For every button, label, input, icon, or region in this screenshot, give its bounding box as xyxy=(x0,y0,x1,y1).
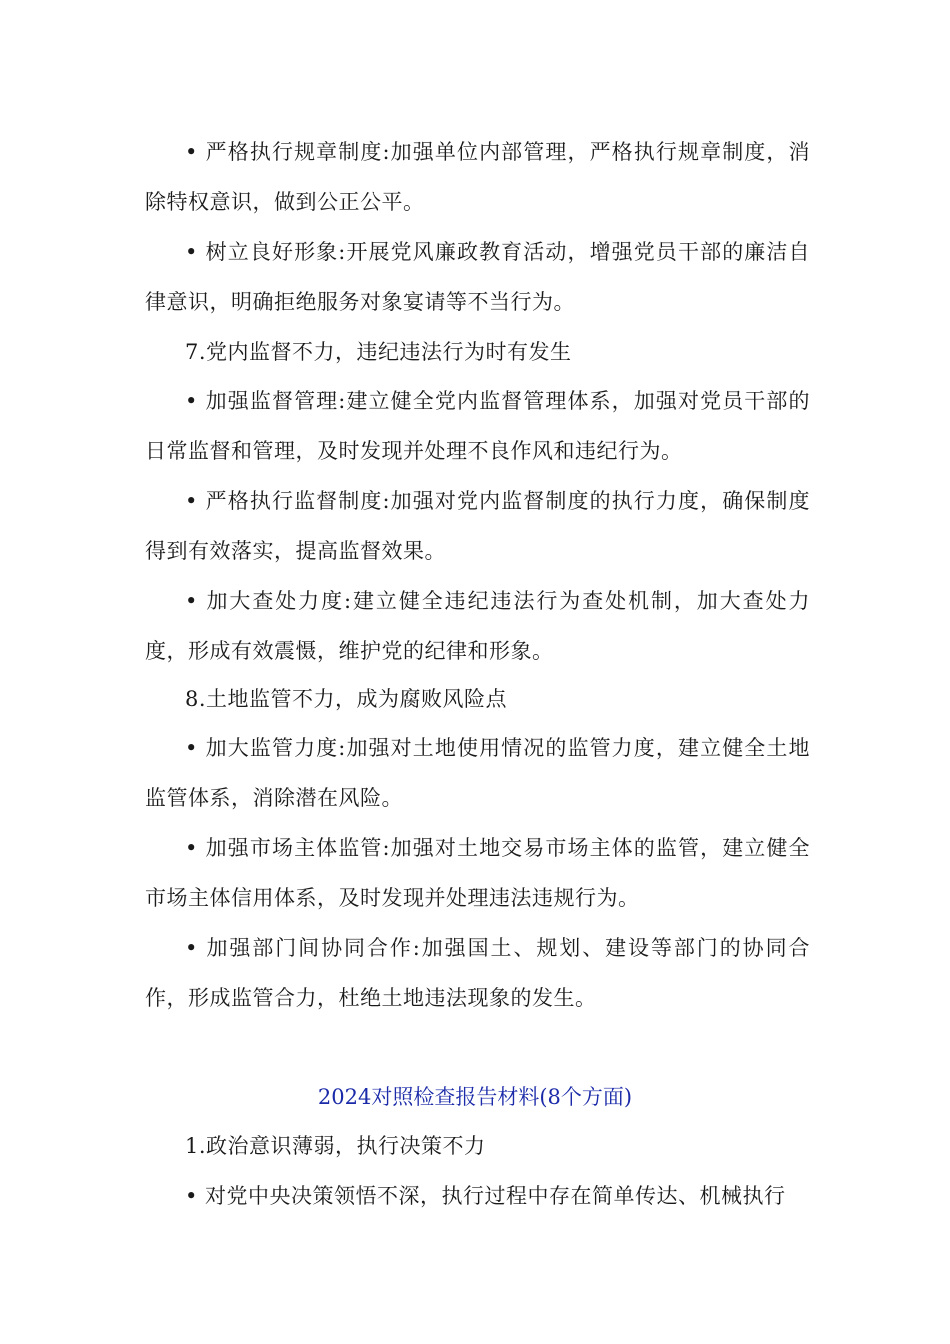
bullet-paragraph: • 对党中央决策领悟不深，执行过程中存在简单传达、机械执行 xyxy=(185,1184,786,1208)
numbered-heading: 8.土地监管不力，成为腐败风险点 xyxy=(185,687,508,711)
bullet-paragraph: • 严格执行规章制度:加强单位内部管理，严格执行规章制度，消除特权意识，做到公正公平。 xyxy=(145,140,810,214)
numbered-heading: 1.政治意识薄弱，执行决策不力 xyxy=(185,1134,486,1158)
bullet-paragraph: • 严格执行监督制度:加强对党内监督制度的执行力度，确保制度得到有效落实，提高监督效果。 xyxy=(145,489,810,563)
bullet-paragraph: • 加大查处力度:建立健全违纪违法行为查处机制，加大查处力度，形成有效震慑，维护党的纪律和形象。 xyxy=(145,589,810,663)
numbered-heading: 7.党内监督不力，违纪违法行为时有发生 xyxy=(185,340,572,364)
bullet-paragraph: • 加强部门间协同合作:加强国土、规划、建设等部门的协同合作，形成监管合力，杜绝土地违法现象的发生。 xyxy=(145,936,810,1010)
bullet-paragraph: • 加强监督管理:建立健全党内监督管理体系，加强对党员干部的日常监督和管理，及时发现并处理不良作风和违纪行为。 xyxy=(145,389,810,463)
bullet-paragraph: • 加大监管力度:加强对土地使用情况的监管力度，建立健全土地监管体系，消除潜在风险。 xyxy=(145,736,810,810)
bullet-paragraph: • 树立良好形象:开展党风廉政教育活动，增强党员干部的廉洁自律意识，明确拒绝服务对象宴请等不当行为。 xyxy=(145,240,810,314)
bullet-paragraph: • 加强市场主体监管:加强对土地交易市场主体的监管，建立健全市场主体信用体系，及时发现并处理违法违规行为。 xyxy=(145,836,810,910)
section-title: 2024对照检查报告材料(8个方面) xyxy=(317,1085,633,1109)
